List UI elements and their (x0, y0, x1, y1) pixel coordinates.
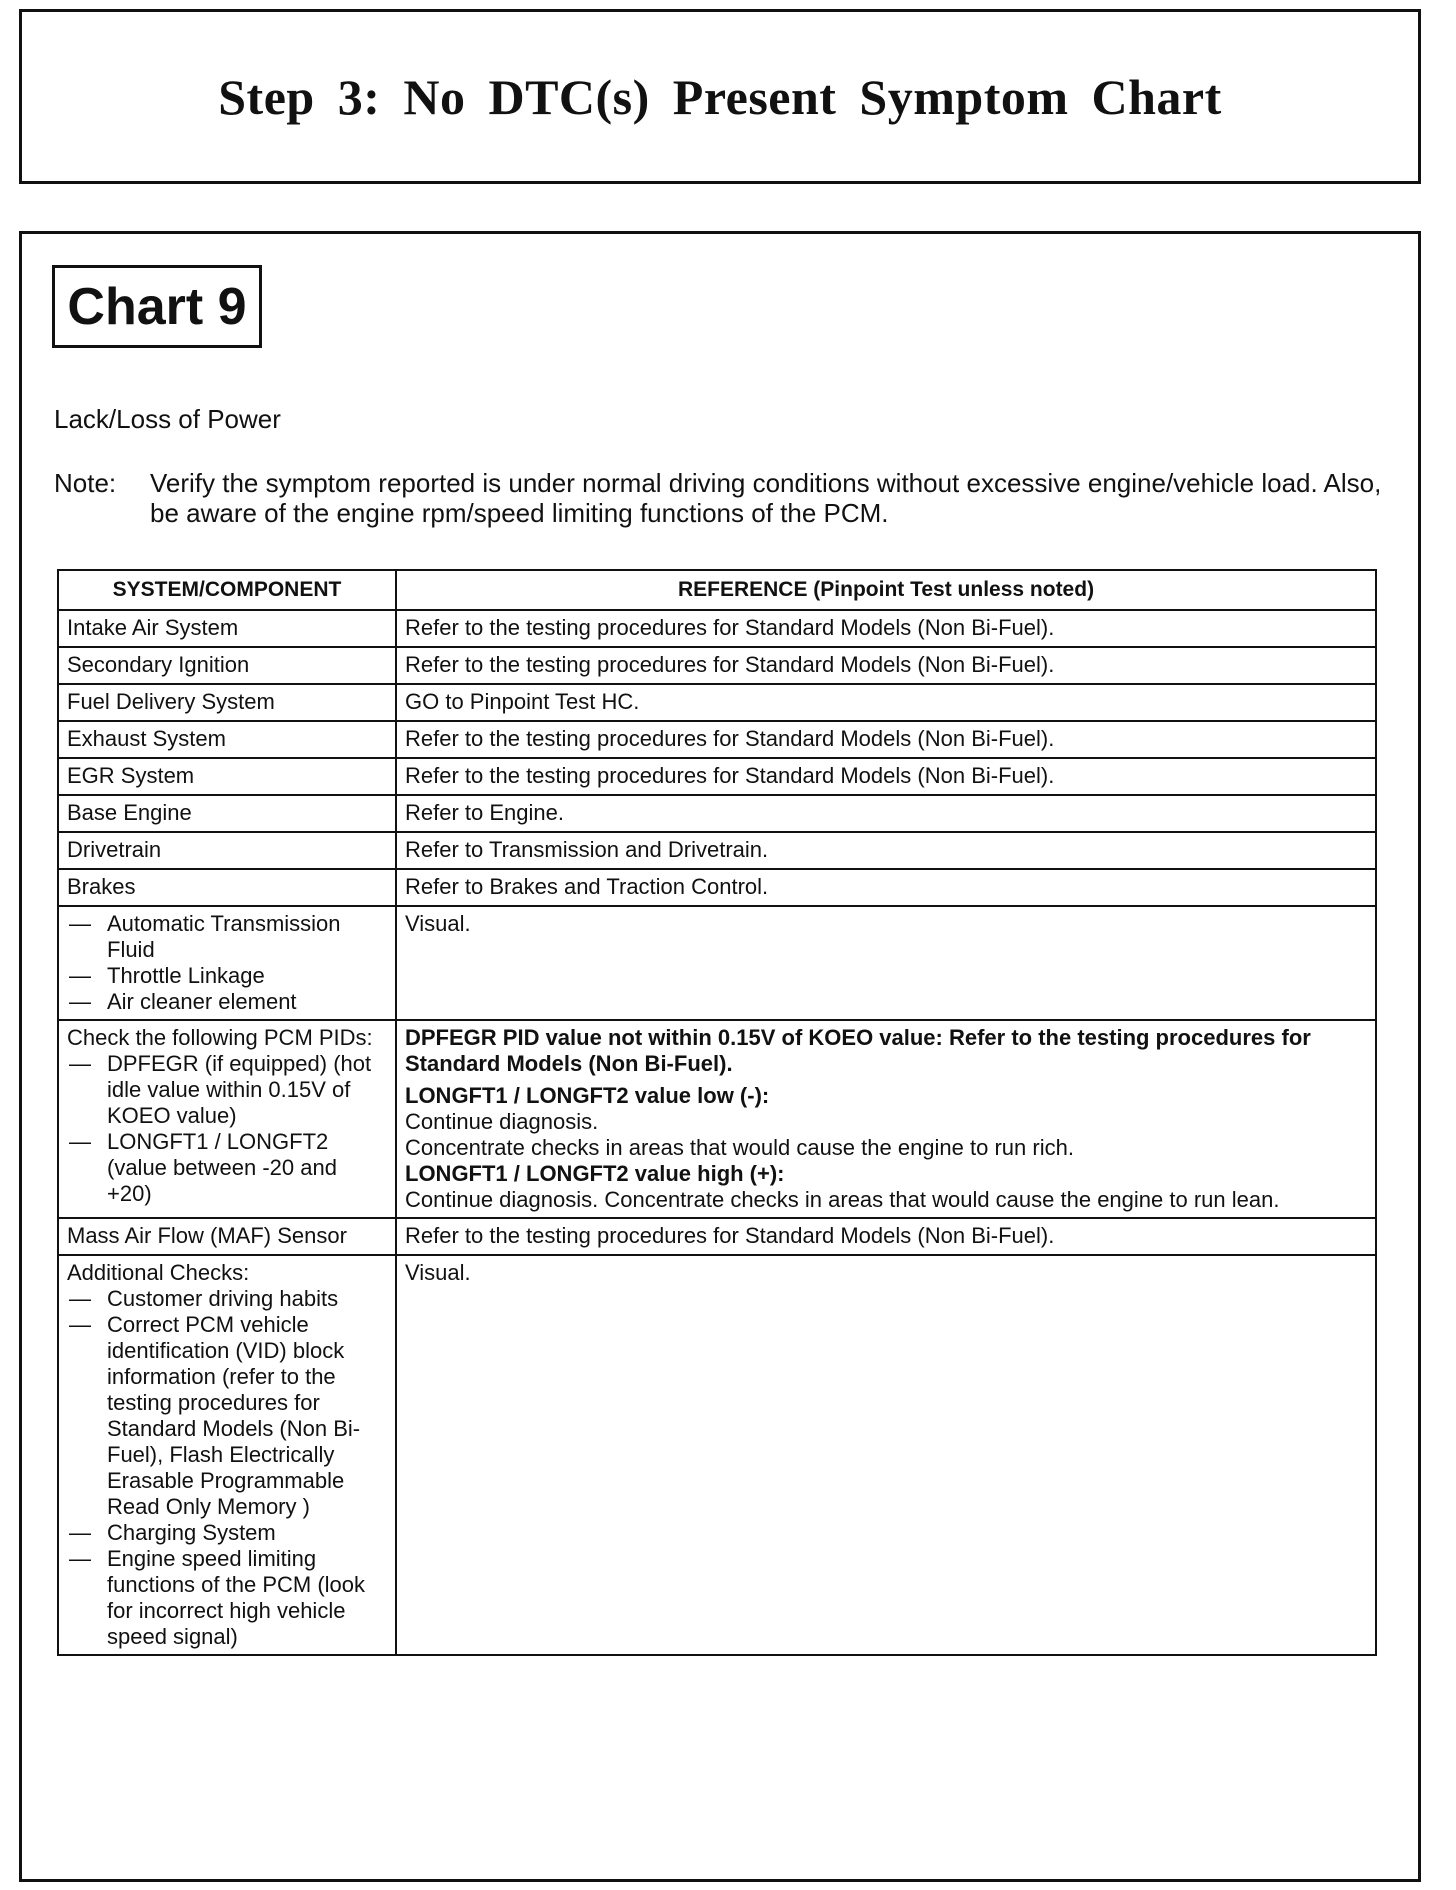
system-cell (58, 1255, 396, 1655)
longft-high-heading: LONGFT1 / LONGFT2 value high (+): (405, 1161, 785, 1186)
column-header-reference: REFERENCE (Pinpoint Test unless noted) (396, 570, 1376, 610)
system-cell: Drivetrain (58, 832, 396, 869)
reference-cell: Refer to Engine. (396, 795, 1376, 832)
system-cell: Base Engine (58, 795, 396, 832)
note (54, 468, 1394, 528)
reference-cell: Refer to the testing procedures for Standard Models (Non Bi-Fuel). (396, 610, 1376, 647)
system-cell (58, 906, 396, 1020)
longft-low-line: Continue diagnosis. (405, 1109, 599, 1134)
list-item: — Charging System (67, 1520, 387, 1546)
chart-panel (19, 231, 1421, 1882)
table-row (58, 795, 1376, 832)
system-cell: Fuel Delivery System (58, 684, 396, 721)
note-label: Note: (54, 468, 117, 498)
reference-cell: Refer to Transmission and Drivetrain. (396, 832, 1376, 869)
pid-intro: Check the following PCM PIDs: (67, 1025, 373, 1050)
visual-check-list (67, 911, 387, 1015)
system-cell (58, 1020, 396, 1218)
list-item: — Engine speed limiting functions of the PCM (look for incorrect high vehicle speed signal) (67, 1546, 387, 1650)
list-item: — Customer driving habits (67, 1286, 387, 1312)
symptom-table (57, 569, 1377, 1656)
reference-cell: Visual. (396, 1255, 1376, 1655)
system-cell: Brakes (58, 869, 396, 906)
additional-intro: Additional Checks: (67, 1260, 250, 1285)
system-cell: Secondary Ignition (58, 647, 396, 684)
reference-cell: Refer to Brakes and Traction Control. (396, 869, 1376, 906)
table-row (58, 721, 1376, 758)
table-row (58, 684, 1376, 721)
additional-check-list (67, 1286, 387, 1650)
table-row-additional-checks (58, 1255, 1376, 1655)
header-box (19, 9, 1421, 184)
note-text: Verify the symptom reported is under normal driving conditions without excessive engine/vehicle load. Also, be aware of the engine rpm/speed limiting functions of the PCM. (150, 468, 1382, 528)
system-cell: EGR System (58, 758, 396, 795)
table-row (58, 610, 1376, 647)
chart-number-label: Chart 9 (52, 265, 262, 348)
system-cell: Mass Air Flow (MAF) Sensor (58, 1218, 396, 1255)
longft-high-line: Continue diagnosis. Concentrate checks in areas that would cause the engine to run lean. (405, 1187, 1280, 1212)
longft-low-line: Concentrate checks in areas that would cause the engine to run rich. (405, 1135, 1074, 1160)
table-row (58, 758, 1376, 795)
table-row (58, 647, 1376, 684)
column-header-system: SYSTEM/COMPONENT (58, 570, 396, 610)
system-cell: Intake Air System (58, 610, 396, 647)
reference-cell: Refer to the testing procedures for Standard Models (Non Bi-Fuel). (396, 721, 1376, 758)
table-row (58, 1218, 1376, 1255)
pid-list (67, 1051, 387, 1207)
reference-cell (396, 1020, 1376, 1218)
table-row-visual-checks (58, 906, 1376, 1020)
table-row-pcm-pids (58, 1020, 1376, 1218)
reference-cell: Visual. (396, 906, 1376, 1020)
dpfegr-reference: DPFEGR PID value not within 0.15V of KOEO value: Refer to the testing procedures for Standard Models (Non Bi-Fuel). (405, 1025, 1311, 1076)
list-item: — DPFEGR (if equipped) (hot idle value within 0.15V of KOEO value) (67, 1051, 387, 1129)
reference-cell: Refer to the testing procedures for Standard Models (Non Bi-Fuel). (396, 647, 1376, 684)
reference-cell: Refer to the testing procedures for Standard Models (Non Bi-Fuel). (396, 1218, 1376, 1255)
table-row (58, 869, 1376, 906)
system-cell: Exhaust System (58, 721, 396, 758)
table-row (58, 832, 1376, 869)
list-item: — LONGFT1 / LONGFT2 (value between -20 and +20) (67, 1129, 387, 1207)
symptom-title: Lack/Loss of Power (54, 404, 281, 434)
list-item: — Automatic Transmission Fluid (67, 911, 387, 963)
reference-cell: GO to Pinpoint Test HC. (396, 684, 1376, 721)
list-item: — Correct PCM vehicle identification (VID) block information (refer to the testing procedures for Standard Models (Non Bi-Fuel), Flash Electrically Erasable Programmable Read Only Memory ) (67, 1312, 387, 1520)
table-header-row (58, 570, 1376, 610)
list-item: — Air cleaner element (67, 989, 387, 1015)
list-item: — Throttle Linkage (67, 963, 387, 989)
page-title: Step 3: No DTC(s) Present Symptom Chart (218, 68, 1222, 125)
reference-cell: Refer to the testing procedures for Standard Models (Non Bi-Fuel). (396, 758, 1376, 795)
longft-low-heading: LONGFT1 / LONGFT2 value low (-): (405, 1083, 770, 1108)
